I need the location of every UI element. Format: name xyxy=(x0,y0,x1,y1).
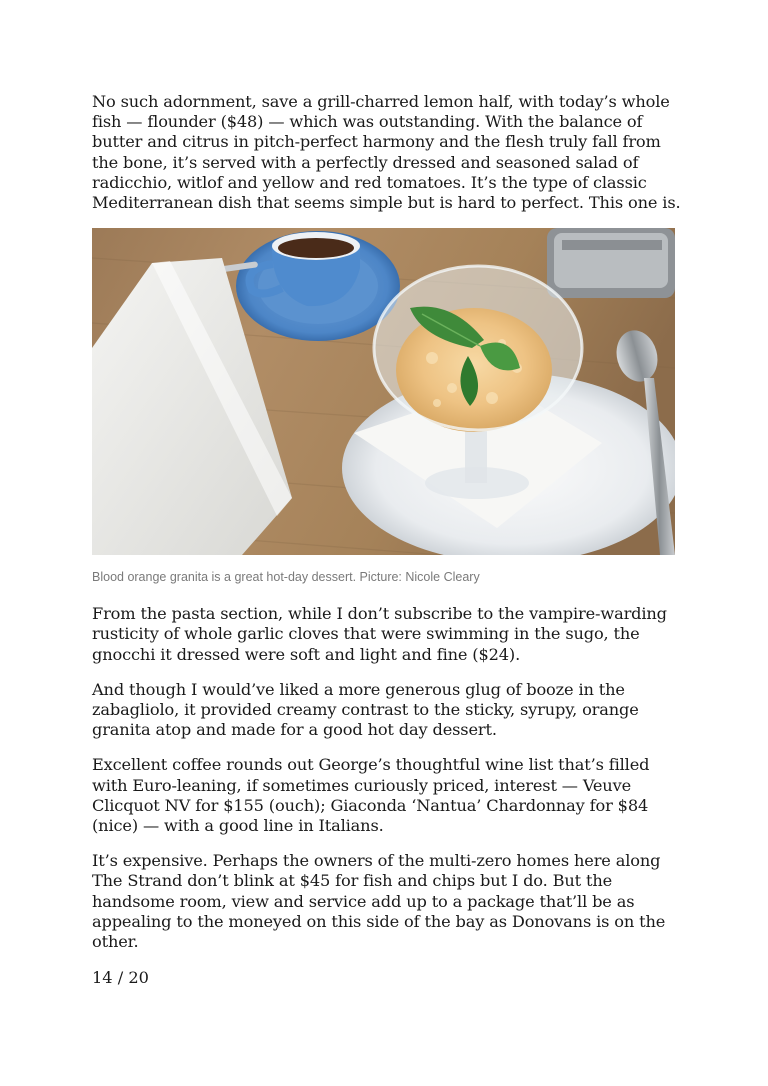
photo-caption: Blood orange granita is a great hot-day dessert. Picture: Nicole Cleary xyxy=(92,570,480,585)
paragraph-dessert: And though I would’ve liked a more generous glug of booze in the zabagliolo, it provided creamy contrast to the sticky, syrupy, orange granita atop and made for a good hot day dessert. xyxy=(92,679,639,740)
page-number: 14 / 20 xyxy=(92,968,149,988)
paragraph-pasta: From the pasta section, while I don’t subscribe to the vampire-warding rusticity of whole garlic cloves that were swimming in the sugo, the gnocchi it dressed were soft and light and fine ($24). xyxy=(92,604,667,664)
paragraph-fish: No such adornment, save a grill-charred lemon half, with today’s whole fish — flounder ($48) — which was outstanding. With the balance of butter and citrus in pitch-perfect harmony and the flesh truly fall from the bone, it’s served with a perfectly dressed and seasoned salad of radicchio, witlof and yellow and red tomatoes. It’s the type of classic Mediterranean dish that seems simple but is hard to perfect. This one is. xyxy=(92,92,681,213)
document-page xyxy=(92,92,682,987)
paragraph-verdict: It’s expensive. Perhaps the owners of the multi-zero homes here along The Strand don’t blink at $45 for fish and chips but I do. But the handsome room, view and service add up to a package that’ll be as appealing to the moneyed on this side of the bay as Donovans is on the other. xyxy=(92,851,666,952)
granita-photo xyxy=(92,228,675,555)
paragraph-wine: Excellent coffee rounds out George’s thoughtful wine list that’s filled with Euro-leaning, if sometimes curiously priced, interest — Veuve Clicquot NV for $155 (ouch); Giaconda ‘Nantua’ Chardonnay for $84 (nice) — with a good line in Italians. xyxy=(92,755,650,836)
